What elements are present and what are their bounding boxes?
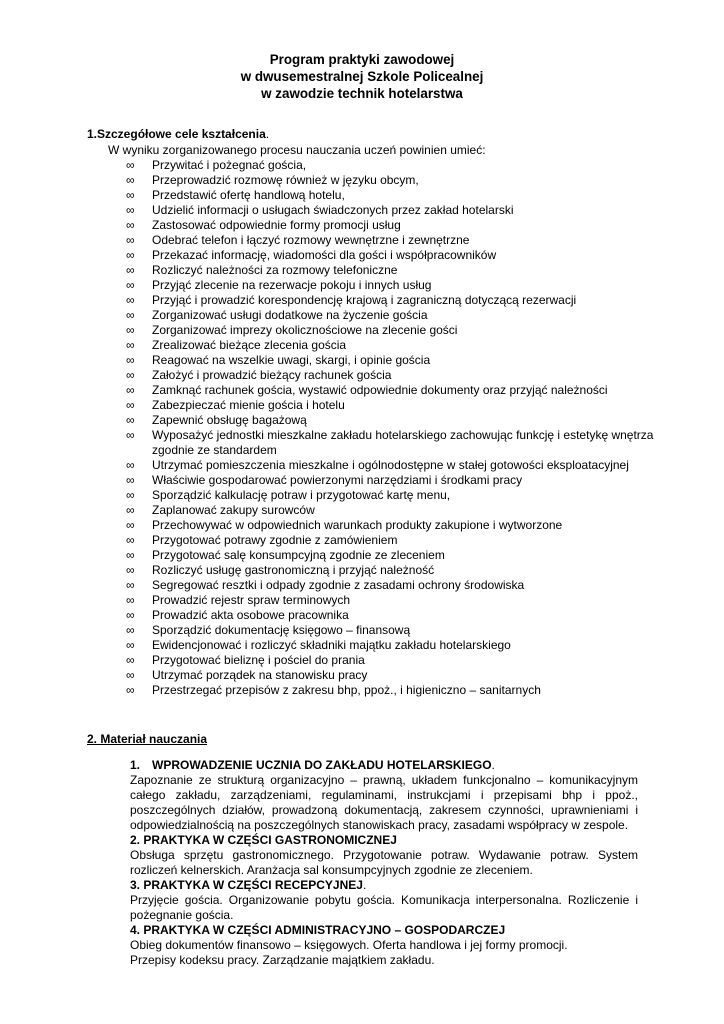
infinity-bullet-icon: ∞ xyxy=(126,638,135,652)
part-4-text-line-2: Przepisy kodeksu pracy. Zarządzanie majątkiem zakładu. xyxy=(130,953,435,967)
learning-goal-text: Przeprowadzić rozmowę również w języku obcym, xyxy=(152,173,419,187)
learning-goal-item xyxy=(126,293,656,308)
section-1-intro: W wyniku zorganizowanego procesu nauczania uczeń powinien umieć: xyxy=(108,143,486,157)
infinity-bullet-icon: ∞ xyxy=(126,578,135,592)
learning-goal-text: Zapewnić obsługę bagażową xyxy=(152,413,307,427)
infinity-bullet-icon: ∞ xyxy=(126,218,135,232)
learning-goal-item xyxy=(126,548,656,563)
learning-goal-item xyxy=(126,653,656,668)
learning-goal-item xyxy=(126,473,656,488)
learning-goal-item xyxy=(126,458,656,473)
part-2-heading: 2. PRAKTYKA W CZĘŚCI GASTRONOMICZNEJ xyxy=(130,833,397,847)
learning-goal-text: Zorganizować usługi dodatkowe na życzenie gościa xyxy=(152,308,428,322)
learning-goal-text: Przyjąć zlecenie na rezerwacje pokoju i innych usług xyxy=(152,278,432,292)
learning-goal-item xyxy=(126,578,656,593)
learning-goal-text: Przygotować bieliznę i pościel do prania xyxy=(152,653,365,667)
infinity-bullet-icon: ∞ xyxy=(126,488,135,502)
learning-goal-item xyxy=(126,203,656,218)
learning-goal-item xyxy=(126,683,656,698)
learning-goal-text: Zaplanować zakupy surowców xyxy=(152,503,315,517)
learning-goal-text: Zrealizować bieżące zlecenia gościa xyxy=(152,338,347,352)
learning-goal-text: Przedstawić ofertę handlową hotelu, xyxy=(152,188,345,202)
infinity-bullet-icon: ∞ xyxy=(126,593,135,607)
learning-goal-text: Zabezpieczać mienie gościa i hotelu xyxy=(152,398,345,412)
learning-goal-text: Prowadzić akta osobowe pracownika xyxy=(152,608,349,622)
learning-goal-text: Rozliczyć usługę gastronomiczną i przyjąć należność xyxy=(152,563,435,577)
learning-goal-text: Segregować resztki i odpady zgodnie z zasadami ochrony środowiska xyxy=(152,578,525,592)
learning-goal-text: Utrzymać porządek na stanowisku pracy xyxy=(152,668,368,682)
learning-goal-text: Prowadzić rejestr spraw terminowych xyxy=(152,593,351,607)
infinity-bullet-icon: ∞ xyxy=(126,383,135,397)
learning-goal-item xyxy=(126,638,656,653)
learning-goal-item xyxy=(126,533,656,548)
infinity-bullet-icon: ∞ xyxy=(126,338,135,352)
learning-goal-text: Przestrzegać przepisów z zakresu bhp, ppoż., i higieniczno – sanitarnych xyxy=(152,683,541,697)
part-4-text-line-1: Obieg dokumentów finansowo – księgowych. Oferta handlowa i jej formy promocji. xyxy=(130,938,568,952)
learning-goal-item xyxy=(126,518,656,533)
title-line-1: Program praktyki zawodowej xyxy=(269,52,455,67)
learning-goal-text: Wyposażyć jednostki mieszkalne zakładu hotelarskiego zachowując funkcję i estetykę wnętrza zgodnie ze standardem xyxy=(152,428,654,457)
infinity-bullet-icon: ∞ xyxy=(126,368,135,382)
infinity-bullet-icon: ∞ xyxy=(126,398,135,412)
learning-goal-item xyxy=(126,338,656,353)
learning-goal-text: Przywitać i pożegnać gościa, xyxy=(152,158,307,172)
part-3-heading-suffix: . xyxy=(362,878,367,892)
learning-goal-text: Utrzymać pomieszczenia mieszkalne i ogólnodostępne w stałej gotowości eksploatacyjnej xyxy=(152,458,629,472)
infinity-bullet-icon: ∞ xyxy=(126,173,135,187)
infinity-bullet-icon: ∞ xyxy=(126,353,135,367)
learning-goal-item xyxy=(126,248,656,263)
infinity-bullet-icon: ∞ xyxy=(126,623,135,637)
infinity-bullet-icon: ∞ xyxy=(126,668,135,682)
learning-goal-item xyxy=(126,623,656,638)
learning-goal-item xyxy=(126,398,656,413)
learning-goal-item xyxy=(126,263,656,278)
part-4-heading: 4. PRAKTYKA W CZĘŚCI ADMINISTRACYJNO – GOSPODARCZEJ xyxy=(130,923,506,937)
learning-goal-item xyxy=(126,488,656,503)
infinity-bullet-icon: ∞ xyxy=(126,548,135,562)
learning-goal-text: Ewidencjonować i rozliczyć składniki majątku zakładu hotelarskiego xyxy=(152,638,511,652)
learning-goal-item xyxy=(126,593,656,608)
learning-goal-item xyxy=(126,278,656,293)
infinity-bullet-icon: ∞ xyxy=(126,278,135,292)
infinity-bullet-icon: ∞ xyxy=(126,518,135,532)
part-1-text: Zapoznanie ze strukturą organizacyjno – prawną, układem funkcjonalno – komunikacyjnym całego zakładu, zarządzeniami, regulaminami, instrukcjami i przepisami bhp i ppoż., poszczególnych działów, prowadzoną dokumentacją, zakresem czynności, uprawnieniami i odpowiedzialnością na poszczególnych stanowiskach pracy, zasadami współpracy w zespole. xyxy=(130,773,638,832)
learning-goal-text: Przygotować salę konsumpcyjną zgodnie ze zleceniem xyxy=(152,548,445,562)
infinity-bullet-icon: ∞ xyxy=(126,413,135,427)
part-1-heading-text: WPROWADZENIE UCZNIA DO ZAKŁADU HOTELARSKIEGO xyxy=(152,758,492,772)
learning-goal-item xyxy=(126,608,656,623)
learning-goal-text: Sporządzić kalkulację potraw i przygotować kartę menu, xyxy=(152,488,451,502)
learning-goal-item xyxy=(126,668,656,683)
learning-goal-item xyxy=(126,308,656,323)
learning-goal-text: Zamknąć rachunek gościa, wystawić odpowiednie dokumenty oraz przyjąć należności xyxy=(152,383,608,397)
learning-goal-item xyxy=(126,413,656,428)
title-line-2: w dwusemestralnej Szkole Policealnej xyxy=(240,69,484,84)
learning-goal-item xyxy=(126,368,656,383)
section-1-heading-suffix: . xyxy=(265,127,270,141)
learning-goal-text: Reagować na wszelkie uwagi, skargi, i opinie gościa xyxy=(152,353,431,367)
section-1-heading-text: 1.Szczegółowe cele kształcenia xyxy=(87,127,266,141)
learning-goal-item xyxy=(126,323,656,338)
part-3-text: Przyjęcie gościa. Organizowanie pobytu gościa. Komunikacja interpersonalna. Rozliczenie i pożegnanie gościa. xyxy=(130,893,638,922)
part-3-heading xyxy=(130,878,638,893)
infinity-bullet-icon: ∞ xyxy=(126,263,135,277)
infinity-bullet-icon: ∞ xyxy=(126,563,135,577)
infinity-bullet-icon: ∞ xyxy=(126,158,135,172)
infinity-bullet-icon: ∞ xyxy=(126,503,135,517)
infinity-bullet-icon: ∞ xyxy=(126,608,135,622)
infinity-bullet-icon: ∞ xyxy=(126,233,135,247)
learning-goal-text: Sporządzić dokumentację księgowo – finansową xyxy=(152,623,411,637)
infinity-bullet-icon: ∞ xyxy=(126,203,135,217)
learning-goal-item xyxy=(126,563,656,578)
learning-goal-text: Zorganizować imprezy okolicznościowe na zlecenie gości xyxy=(152,323,458,337)
part-1-heading xyxy=(130,758,638,773)
learning-goal-item xyxy=(126,173,656,188)
section-2-heading: 2. Materiał nauczania xyxy=(87,732,208,746)
learning-goal-item xyxy=(126,233,656,248)
learning-goal-text: Odebrać telefon i łączyć rozmowy wewnętrzne i zewnętrzne xyxy=(152,233,470,247)
infinity-bullet-icon: ∞ xyxy=(126,308,135,322)
infinity-bullet-icon: ∞ xyxy=(126,458,135,472)
learning-goal-item xyxy=(126,503,656,518)
title-line-3: w zawodzie technik hotelarstwa xyxy=(261,86,463,101)
infinity-bullet-icon: ∞ xyxy=(126,683,135,697)
learning-goals-list xyxy=(126,158,656,698)
infinity-bullet-icon: ∞ xyxy=(126,533,135,547)
infinity-bullet-icon: ∞ xyxy=(126,428,135,442)
part-3-heading-text: 3. PRAKTYKA W CZĘŚCI RECEPCYJNEJ xyxy=(130,878,363,892)
learning-goal-text: Przygotować potrawy zgodnie z zamówieniem xyxy=(152,533,398,547)
learning-goal-text: Udzielić informacji o usługach świadczonych przez zakład hotelarski xyxy=(152,203,514,217)
learning-goal-text: Założyć i prowadzić bieżący rachunek gościa xyxy=(152,368,392,382)
teaching-material xyxy=(130,758,638,968)
learning-goal-item xyxy=(126,383,656,398)
learning-goal-item xyxy=(126,158,656,173)
learning-goal-item xyxy=(126,353,656,368)
learning-goal-item xyxy=(126,188,656,203)
infinity-bullet-icon: ∞ xyxy=(126,323,135,337)
learning-goal-text: Przechowywać w odpowiednich warunkach produkty zakupione i wytworzone xyxy=(152,518,563,532)
learning-goal-item xyxy=(126,218,656,233)
part-1-heading-suffix: . xyxy=(491,758,495,772)
part-2-text: Obsługa sprzętu gastronomicznego. Przygotowanie potraw. Wydawanie potraw. System rozliczeń kelnerskich. Aranżacja sal konsumpcyjnych zgodnie ze zleceniem. xyxy=(130,848,638,877)
infinity-bullet-icon: ∞ xyxy=(126,293,135,307)
infinity-bullet-icon: ∞ xyxy=(126,248,135,262)
infinity-bullet-icon: ∞ xyxy=(126,653,135,667)
learning-goal-text: Przyjąć i prowadzić korespondencję krajową i zagraniczną dotyczącą rezerwacji xyxy=(152,293,577,307)
infinity-bullet-icon: ∞ xyxy=(126,473,135,487)
section-1-heading xyxy=(87,127,269,141)
learning-goal-text: Właściwie gospodarować powierzonymi narzędziami i środkami pracy xyxy=(152,473,523,487)
infinity-bullet-icon: ∞ xyxy=(126,188,135,202)
learning-goal-text: Rozliczyć należności za rozmowy telefoniczne xyxy=(152,263,398,277)
learning-goal-item xyxy=(126,428,656,458)
learning-goal-text: Zastosować odpowiednie formy promocji usług xyxy=(152,218,401,232)
document-title xyxy=(0,51,724,102)
part-1-number: 1. xyxy=(130,758,141,772)
learning-goal-text: Przekazać informację, wiadomości dla gości i współpracowników xyxy=(152,248,497,262)
